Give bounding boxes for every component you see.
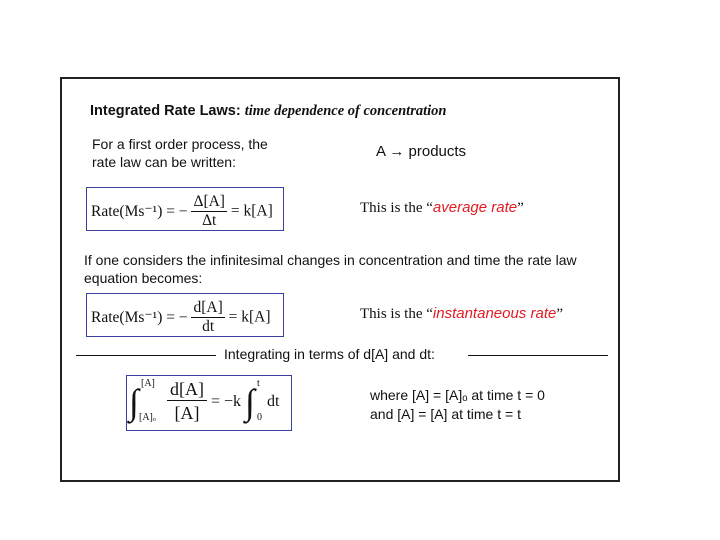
instantaneous-rate-equation-box (86, 293, 284, 337)
integrated-equation-box (126, 375, 292, 431)
integral-upper-limit-t: t (257, 378, 260, 389)
infinitesimal-paragraph: If one considers the infinitesimal changes in concentration and time the rate law equation becomes: (84, 252, 577, 286)
integral-dt: dt (267, 393, 280, 410)
boundary-line-1: where [A] = [A]ₒ at time t = 0 (370, 387, 545, 403)
divider-line-left (76, 355, 216, 356)
avg-lhs: Rate(Ms⁻¹) = − (91, 203, 188, 220)
integral-numerator: d[A] (167, 378, 207, 401)
integral-lower-limit: [A]ₒ (139, 412, 156, 423)
avg-rhs: = k[A] (230, 202, 273, 220)
inst-note-highlight: instantaneous rate (432, 305, 557, 322)
avg-note-highlight: average rate (432, 199, 518, 216)
average-rate-note (360, 199, 524, 217)
avg-numerator: Δ[A] (193, 193, 225, 210)
inst-rhs: = k[A] (228, 308, 271, 326)
avg-fraction (191, 193, 226, 230)
integral-sign-right: ∫ (245, 382, 255, 422)
average-rate-equation-box (86, 187, 284, 231)
integration-heading: Integrating in terms of d[A] and dt: (220, 346, 439, 362)
instantaneous-rate-note (360, 305, 563, 323)
inst-lhs: Rate(Ms⁻¹) = − (91, 309, 188, 326)
inst-numerator: d[A] (193, 299, 223, 316)
integral-sign-left: ∫ (129, 382, 139, 422)
avg-denominator: Δt (202, 212, 217, 229)
integral-denominator: [A] (174, 403, 200, 423)
inst-denominator: dt (202, 318, 215, 335)
inst-fraction (191, 299, 224, 336)
boundary-conditions (370, 386, 545, 424)
reaction-equation: A → products (376, 143, 467, 160)
intro-text (92, 135, 322, 171)
divider-line-right (468, 355, 608, 356)
integral-fraction (167, 378, 207, 425)
inst-note-prefix: This is the “ (360, 306, 433, 322)
slide-title (90, 103, 446, 120)
slide-frame (60, 77, 620, 482)
integral-lower-limit-0: 0 (257, 412, 262, 423)
title-subtitle: time dependence of concentration (244, 103, 447, 119)
avg-note-suffix: ” (517, 200, 524, 216)
title-main: Integrated Rate Laws: (90, 103, 241, 119)
boundary-line-2: and [A] = [A] at time t = t (370, 406, 521, 422)
integral-middle: = −k (211, 393, 242, 410)
avg-note-prefix: This is the “ (360, 200, 433, 216)
intro-line-2: rate law can be written: (92, 154, 236, 170)
intro-line-1: For a first order process, the (92, 136, 268, 152)
inst-note-suffix: ” (556, 306, 563, 322)
integral-upper-limit: [A] (141, 378, 155, 389)
